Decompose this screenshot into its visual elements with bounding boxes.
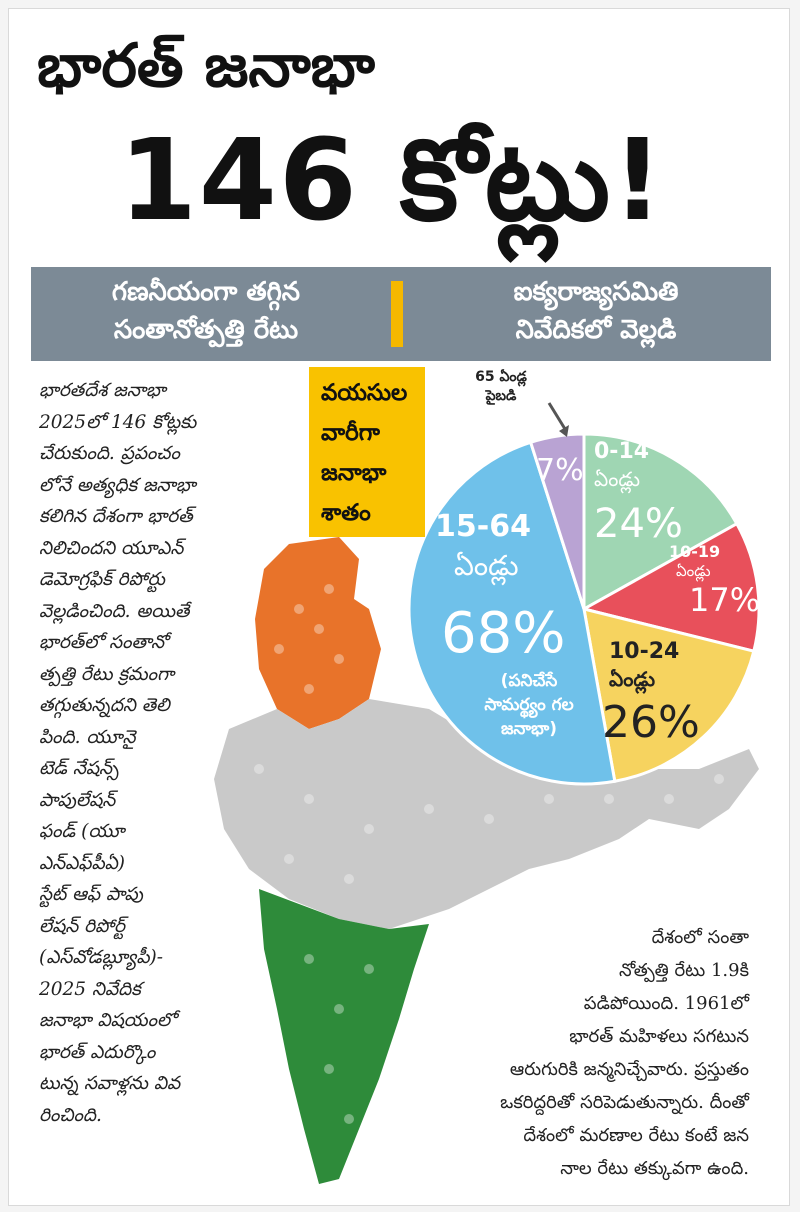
text-line: ఒకరిద్దరితో సరిపెడుతున్నారు. దీంతో [500, 1092, 749, 1113]
slice-10-24-pct: 26% [602, 697, 700, 748]
subhead-right-line2: నివేదికలో వెల్లడి [515, 315, 677, 345]
text-line: డెమోగ్రఫిక్ రిపోర్టు [39, 569, 165, 590]
callout-65-line2: పైబడి [485, 388, 517, 404]
slice-10-19-unit: ఏండ్లు [676, 562, 711, 580]
slice-15-64-note [454, 671, 604, 743]
slice-10-19-age: 10-19 [669, 542, 721, 561]
slice-15-64-note-line3: జనాభా) [500, 719, 558, 739]
text-line: టున్న సవాళ్లను వివ [39, 1073, 181, 1094]
text-line: దేశంలో మరణాల రేటు కంటే జన [523, 1125, 749, 1146]
headline: 146 కోట్లు! [119, 116, 666, 246]
text-line: వెల్లడించింది. అయితే [39, 600, 190, 622]
text-line: రించింది. [39, 1104, 102, 1126]
body-text-right [449, 921, 749, 1185]
kicker-title: భారత్ జనాభా [37, 31, 375, 101]
text-line: భారత్ మహిళలు సగటున [569, 1026, 749, 1047]
text-line: టెడ్ నేషన్స్ [39, 758, 119, 779]
slice-15-64-note-line1: (పనిచేసే [500, 671, 558, 691]
text-line: 2025 నివేదిక [39, 978, 141, 1000]
text-line: ఆరుగురికి జన్మనిచ్చేవారు. ప్రస్తుతం [509, 1059, 749, 1080]
subhead-right-line1: ఐక్యరాజ్యసమితి [513, 277, 679, 307]
slice-10-19-pct: 17% [689, 581, 761, 619]
text-line: నిలిచిందని యూఎన్ [39, 537, 184, 559]
text-line: లోనే అత్యధిక జనాభా [39, 474, 196, 496]
text-line: భారత్ ఎదుర్కొం [39, 1041, 156, 1063]
slice-15-64-unit: ఏండ్లు [454, 549, 519, 582]
map-green-region [259, 889, 429, 1184]
text-line: తగ్గుతున్నదని తెలి [39, 695, 170, 716]
age-box-line1: వయసుల [321, 380, 408, 406]
subhead-left-line1: గణనీయంగా తగ్గిన [111, 277, 301, 307]
callout-arrow [545, 399, 575, 439]
text-line: నోత్పత్తి రేటు 1.9కి [618, 960, 749, 981]
slice-10-24-unit: ఏండ్లు [609, 667, 656, 691]
text-line: 2025లో 146 కోట్లకు [39, 411, 197, 433]
text-line: దేశంలో సంతా [651, 927, 749, 948]
slice-0-14-age: 0-14 [594, 439, 650, 464]
text-line: పాపులేషన్ [39, 789, 116, 811]
slice-15-64-note-line2: సామర్థ్యం గల [484, 695, 574, 715]
body-text-left [39, 375, 254, 1131]
text-line: ఫండ్ (యూ [39, 821, 125, 842]
age-box-line3: జనాభా [321, 460, 387, 486]
text-line: స్టేట్ ఆఫ్ పాపు [39, 884, 143, 905]
text-line: నాల రేటు తక్కువగా ఉంది. [560, 1158, 749, 1179]
text-line: ఎన్ఎఫ్‌పీఏ) [39, 852, 125, 874]
slice-10-24-age: 10-24 [609, 639, 680, 664]
age-box-line4: శాతం [321, 500, 371, 526]
slice-65-plus-pct: 7% [536, 453, 584, 488]
text-line: (ఎస్‌వోడబ్ల్యూపీ)- [39, 947, 163, 968]
slice-15-64-pct: 68% [441, 601, 566, 666]
text-line: భారత్‌లో సంతానో [39, 632, 168, 653]
text-line: కలిగిన దేశంగా భారత్ [39, 506, 193, 527]
text-line: లేషన్ రిపోర్ట్ [39, 915, 125, 937]
slice-0-14-pct: 24% [594, 501, 683, 547]
news-article [8, 8, 790, 1206]
text-line: త్పత్తి రేటు క్రమంగా [39, 663, 175, 685]
callout-65-plus [461, 369, 541, 407]
subhead-left-line2: సంతానోత్పత్తి రేటు [113, 315, 299, 345]
age-box-line2: వారీగా [321, 420, 380, 446]
text-line: పడిపోయింది. 1961లో [583, 993, 749, 1014]
text-line: చేరుకుంది. ప్రపంచం [39, 443, 180, 464]
age-distribution-label [309, 367, 425, 537]
text-line: పింది. యూనై [39, 726, 136, 748]
text-line: జనాభా విషయంలో [39, 1010, 177, 1031]
slice-15-64-age: 15-64 [435, 509, 531, 544]
slice-0-14-unit: ఏండ్లు [594, 467, 641, 491]
callout-65-line1: 65 ఏండ్ల [475, 369, 527, 385]
text-line: భారతదేశ జనాభా [39, 380, 166, 401]
